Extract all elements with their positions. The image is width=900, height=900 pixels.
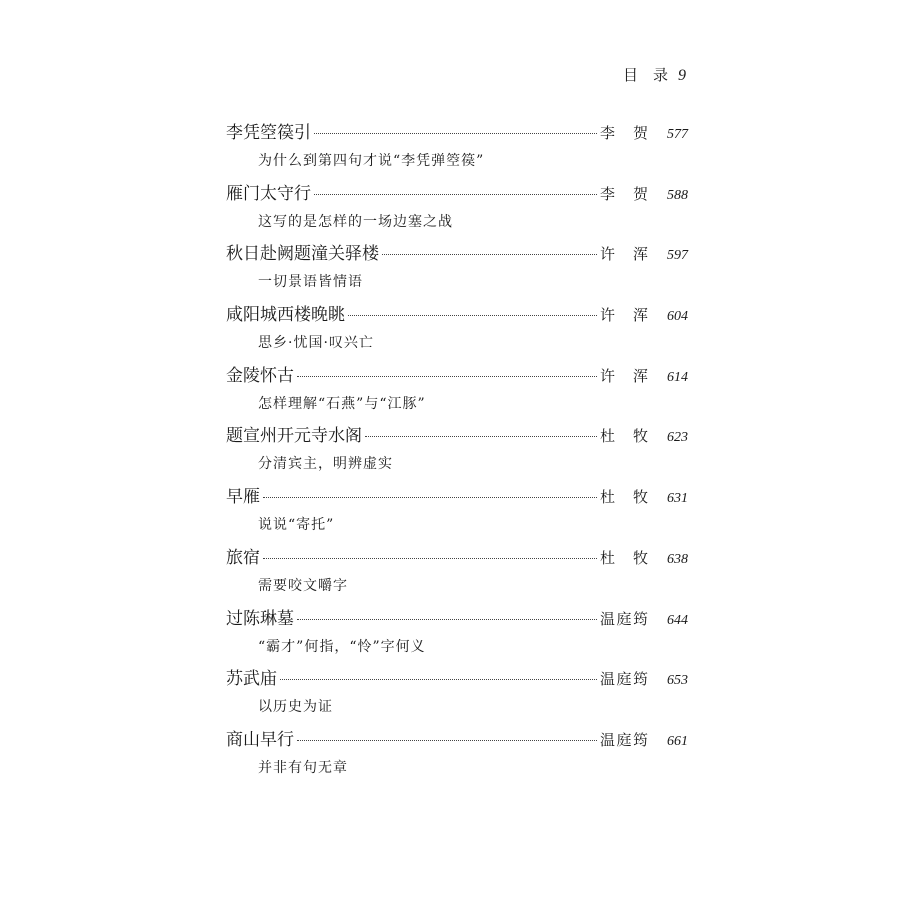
entry-title: 早雁	[226, 487, 260, 508]
toc-entry-line	[226, 239, 688, 269]
entry-author	[600, 608, 648, 629]
author-char: 浑	[632, 306, 648, 325]
toc-entry[interactable]	[226, 118, 688, 179]
entry-title: 题宣州开元寺水阁	[226, 426, 362, 447]
author-char: 浑	[632, 366, 648, 385]
entry-author	[600, 304, 648, 325]
dot-leader	[365, 436, 597, 437]
entry-author	[600, 183, 648, 204]
author-char: 牧	[632, 548, 648, 567]
author-char: 李	[600, 184, 616, 203]
entry-title: 商山早行	[226, 729, 294, 750]
toc-entry[interactable]	[226, 725, 688, 786]
author-char: 庭	[616, 670, 632, 689]
entry-title: 旅宿	[226, 547, 260, 568]
toc-entry-line	[226, 604, 688, 634]
entry-page-number: 638	[667, 551, 688, 567]
entry-subtitle: 一切景语皆情语	[258, 274, 363, 291]
author-char: 牧	[632, 488, 648, 507]
entry-subtitle: 说说“寄托”	[258, 517, 335, 534]
entry-title: 雁门太守行	[226, 183, 311, 204]
entry-page-number: 661	[667, 733, 688, 749]
dot-leader	[280, 679, 597, 680]
toc-entry[interactable]	[226, 664, 688, 725]
entry-page-number: 588	[667, 187, 688, 203]
entry-page-number: 577	[667, 127, 688, 142]
toc-entry-line	[226, 179, 688, 209]
author-char: 筠	[632, 609, 648, 628]
entry-subtitle: 思乡·忧国·叹兴亡	[258, 335, 374, 352]
toc-entry-line	[226, 482, 688, 512]
author-char: 温	[600, 670, 616, 689]
toc-entry-line	[226, 421, 688, 451]
entry-author	[600, 486, 648, 507]
entry-subtitle: 怎样理解“石燕”与“江豚”	[258, 395, 426, 412]
running-header	[623, 64, 686, 85]
entry-author	[600, 243, 648, 264]
toc-entry[interactable]	[226, 543, 688, 604]
entry-page-number: 614	[667, 369, 688, 385]
entry-subtitle: 并非有句无章	[258, 759, 348, 776]
dot-leader	[348, 315, 597, 316]
entry-author	[600, 425, 648, 446]
entry-page-number: 644	[667, 612, 688, 628]
toc-entry[interactable]	[226, 482, 688, 543]
dot-leader	[382, 254, 597, 255]
author-char: 浑	[632, 245, 648, 264]
dot-leader	[263, 497, 597, 498]
toc-entry[interactable]	[226, 604, 688, 665]
toc-entry[interactable]	[226, 239, 688, 300]
author-char: 杜	[600, 488, 616, 507]
entry-subtitle: 以历史为证	[258, 699, 333, 716]
dot-leader	[263, 558, 597, 559]
author-char: 牧	[632, 427, 648, 446]
author-char: 筠	[632, 670, 648, 689]
author-char: 庭	[616, 609, 632, 628]
author-char: 许	[600, 366, 616, 385]
entry-title: 秋日赴阙题潼关驿楼	[226, 244, 379, 265]
dot-leader	[297, 376, 597, 377]
toc-entry[interactable]	[226, 361, 688, 422]
author-char: 杜	[600, 427, 616, 446]
dot-leader	[314, 194, 597, 195]
entry-subtitle: 这写的是怎样的一场边塞之战	[258, 213, 453, 230]
entry-title: 金陵怀古	[226, 365, 294, 386]
entry-page-number: 597	[667, 248, 688, 264]
table-of-contents	[226, 118, 688, 786]
author-char: 许	[600, 245, 616, 264]
entry-page-number: 623	[667, 430, 688, 446]
entry-title: 过陈琳墓	[226, 608, 294, 629]
author-char: 筠	[632, 730, 648, 749]
entry-author	[600, 668, 648, 689]
dot-leader	[314, 133, 597, 134]
header-label: 目 录	[622, 66, 668, 84]
toc-entry-line	[226, 543, 688, 573]
toc-entry-line	[226, 361, 688, 391]
header-page-number: 9	[678, 67, 686, 84]
entry-subtitle: 为什么到第四句才说“李凭弹箜篌”	[258, 153, 485, 169]
toc-entry-line	[226, 664, 688, 694]
entry-subtitle: “霸才”何指，“怜”字何义	[258, 638, 426, 655]
author-char: 杜	[600, 548, 616, 567]
author-char: 温	[600, 730, 616, 749]
entry-page-number: 604	[667, 309, 688, 325]
entry-author	[600, 547, 648, 568]
toc-entry-line	[226, 300, 688, 330]
dot-leader	[297, 740, 597, 741]
entry-author	[600, 122, 648, 143]
toc-entry[interactable]	[226, 179, 688, 240]
author-char: 贺	[632, 124, 648, 142]
author-char: 贺	[632, 184, 648, 203]
entry-author	[600, 365, 648, 386]
author-char: 许	[600, 306, 616, 325]
toc-entry[interactable]	[226, 421, 688, 482]
toc-entry-line	[226, 118, 688, 148]
entry-page-number: 653	[667, 673, 688, 689]
author-char: 庭	[616, 730, 632, 749]
entry-title: 苏武庙	[226, 669, 277, 690]
entry-page-number: 631	[667, 491, 688, 507]
author-char: 李	[600, 124, 616, 142]
entry-author	[600, 729, 648, 750]
entry-subtitle: 分清宾主，明辨虚实	[258, 456, 393, 473]
entry-subtitle: 需要咬文嚼字	[258, 577, 348, 594]
entry-title: 李凭箜篌引	[226, 123, 311, 143]
dot-leader	[297, 619, 597, 620]
entry-title: 咸阳城西楼晚眺	[226, 305, 345, 326]
toc-entry[interactable]	[226, 300, 688, 361]
author-char: 温	[600, 609, 616, 628]
toc-entry-line	[226, 725, 688, 755]
